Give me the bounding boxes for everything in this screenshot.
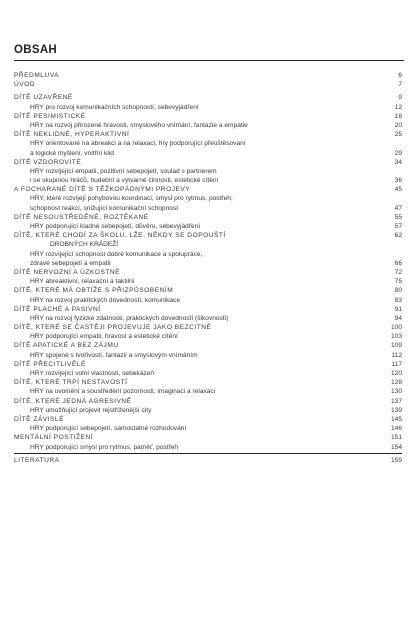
toc-chapter-row [14,360,402,369]
page-number: 103 [390,333,402,341]
chapter-title: PŘEDMLUVA [14,72,60,79]
toc-subentry-row [14,204,402,213]
chapter-title: MENTÁLNÍ POSTIŽENÍ [14,434,93,442]
page-number: 151 [390,434,402,442]
toc-subentry-row [14,139,402,148]
page-number: 137 [390,397,402,405]
toc-chapter-row [14,130,402,139]
subentry-text: HRY podporující kladné sebepojetí, důvěru, sebevyjádření [30,223,201,230]
toc-divider [14,453,402,454]
toc-subentry-row [14,121,402,130]
toc-subentry-row [14,332,402,341]
page-number: 120 [390,370,402,377]
toc-subentry-row [14,424,402,433]
toc-chapter-row [14,341,402,350]
chapter-title: DÍTĚ NEKLIDNÉ, HYPERAKTIVNÍ [14,131,130,139]
page-number: 91 [394,305,402,313]
subentry-text: zdravé sebepojetí a empatii [30,259,111,267]
toc-chapter-row [14,305,402,314]
page-number: 80 [394,287,402,295]
toc-subentry-row [14,296,402,305]
page-number: 29 [394,149,402,157]
toc-subentry-row [14,222,402,231]
subentry-text: DROBNÝCH KRÁDEŽÍ [50,241,119,249]
toc-subentry-row [14,176,402,185]
page-number: 62 [394,232,402,240]
chapter-title: DÍTĚ VZDOROVITÉ [14,158,82,166]
subentry-text: HRY na rozvoj praktických dovedností, komunikace [30,296,181,304]
toc-subentry-row [14,387,402,396]
toc-chapter-row [14,378,402,387]
toc-chapter-row [14,433,402,442]
toc-subentry-row [14,149,402,158]
chapter-title: DÍTĚ, KTERÉ CHODÍ ZA ŠKOLU, LŽE, NĚKDY SE DOPOUŠTÍ [14,232,226,240]
page-number: 72 [394,268,402,276]
chapter-title: DÍTĚ ZÁVISLÉ [14,415,64,423]
page-number: 130 [390,388,402,396]
page-number: 75 [394,278,402,286]
page-number: 128 [390,379,402,387]
page-number: 117 [391,360,402,368]
chapter-title: DÍTĚ, KTERÉ SE ČASTĚJI PROJEVUJE JAKO BEZCITNÉ [14,324,212,332]
subentry-text: HRY, které rozvíjejí pohybovou koordinaci, smysl pro rytmus, postřeh, [30,195,233,203]
toc-subentry-row [14,259,402,268]
toc-subentry-row [14,103,402,112]
toc-chapter-row [14,80,402,89]
chapter-title: DÍTĚ APATICKÉ A BEZ ZÁJMU [14,342,119,350]
subentry-text: HRY rozvíjející volní vlastnosti, sebekázeň [30,370,154,377]
page-number: 45 [394,186,402,194]
page-number: 34 [394,158,402,166]
subentry-text: HRY rozvíjející schopnost dobré komunikace a spolupráce, [30,250,203,258]
page-number: 94 [394,314,402,322]
chapter-title: ÚVOD [14,81,36,89]
subentry-text: HRY umožňující projevit rejstříženější city [30,406,152,414]
toc-subentry-row [14,250,402,259]
toc-chapter-row [14,185,402,194]
toc-chapter-row [14,71,402,80]
toc-chapter-row [14,213,402,222]
chapter-title: DÍTĚ PESIMISTICKÉ [14,112,86,120]
toc-chapter-row [14,231,402,240]
page-number: 139 [390,406,402,414]
page-number: 47 [394,204,402,212]
page-number: 145 [390,415,402,423]
page-title: OBSAH [14,44,58,56]
chapter-title: DÍTĚ, KTERÉ MÁ OBTÍŽE S PŘIZPŮSOBENÍM [14,287,174,295]
subentry-text: HRY orientované na abreakci a na relaxaci, hry podporující přeuštěsovaní [30,140,246,148]
page-number: 7 [398,81,402,89]
subentry-text: HRY spojené s tvořivostí, fantazií a smyslovým vnímáním [30,351,198,359]
toc-chapter-row [14,93,402,102]
toc-chapter-row [14,268,402,277]
subentry-text: HRY pro rozvoj komunikačních schopností, sebevyjádření [30,103,199,111]
title-rule [14,60,404,61]
page-number: 112 [391,351,402,359]
page-number: 20 [394,121,402,129]
toc-chapter-row [14,286,402,295]
toc-subentry-row [14,240,402,249]
toc-chapter-row [14,397,402,406]
chapter-title: LITERATURA [14,456,60,464]
subentry-text: HRY na rozvoj přirozené hravosti, smyslového vnímání, fantazie a empatie [30,121,248,129]
subentry-text: HRY na uvolnění a soustředění pozornosti, imaginaci a relaxaci [30,388,216,396]
toc-subentry-row [14,369,402,378]
page-number: 109 [390,342,402,350]
subentry-text: HRY podporující sebepojetí, samostatné rozhodování [30,425,187,433]
page-number: 55 [394,213,402,221]
toc-subentry-row [14,167,402,176]
chapter-title: DÍTĚ PŘECITLIVĚLÉ [14,360,86,368]
chapter-title: DÍTĚ UZAVŘENÉ [14,94,73,102]
subentry-text: HRY abreaktivní, relaxační a taktilní [30,278,135,286]
subentry-text: i se skupinou hráčů, hudební a výtvarné činnosti, estetické cítění [30,177,219,185]
toc-chapter-row [14,323,402,332]
page-number: 154 [390,443,402,451]
page-number: 159 [390,456,402,464]
page-number: 66 [394,259,402,267]
page-number: 100 [390,324,402,332]
page-number: 18 [394,112,402,120]
chapter-title: DÍTĚ NESOUSTŘEDĚNÉ, ROZTĚKANÉ [14,213,149,221]
toc-subentry-row [14,277,402,286]
toc-subentry-row [14,194,402,203]
chapter-title: A FOCHARANÉ DÍTĚ S TĚŽKOPÁDNÝMI PROJEVY [14,186,191,194]
page-number: 12 [394,103,402,111]
page-number: 9 [398,94,402,102]
toc-chapter-row [14,456,402,465]
toc-subentry-row [14,351,402,360]
page-number: 57 [394,223,402,230]
subentry-text: a logické myšlení, vnitřní klid [30,149,114,157]
page-number: 25 [394,131,402,139]
toc-subentry-row [14,406,402,415]
page-number: 83 [394,296,402,304]
chapter-title: DÍTĚ, KTERÉ JEDNÁ AGRESIVNĚ [14,397,132,405]
toc-subentry-row [14,443,402,452]
table-of-contents [14,71,402,465]
toc-subentry-row [14,314,402,323]
chapter-title: DÍTĚ, KTERÉ TRPÍ NESTAVOSTÍ [14,379,128,387]
page-number: 36 [394,177,402,185]
page-number: 6 [398,72,402,79]
subentry-text: HRY podporující smysl pro rytmus, paměť, postřeh [30,443,179,451]
toc-chapter-row [14,415,402,424]
chapter-title: DÍTĚ NERVOZNÍ A ÚZKOSTNÉ [14,268,121,276]
subentry-text: HRY rozvíjející empatii, pozitivní sebepojetí, soulad s partnerem [30,167,217,175]
toc-chapter-row [14,158,402,167]
chapter-title: DÍTĚ PLACHÉ A PASIVNÍ [14,305,101,313]
page-number: 146 [390,425,402,433]
subentry-text: HRY na rozvoj fyzické zdatnosti, praktických dovedností (šikovnosti) [30,314,229,322]
subentry-text: HRY podporující empatii, hravost a estetické cítění [30,333,178,341]
toc-chapter-row [14,112,402,121]
subentry-text: schopnost reakcí, snižující komunikační schopnost [30,204,179,212]
